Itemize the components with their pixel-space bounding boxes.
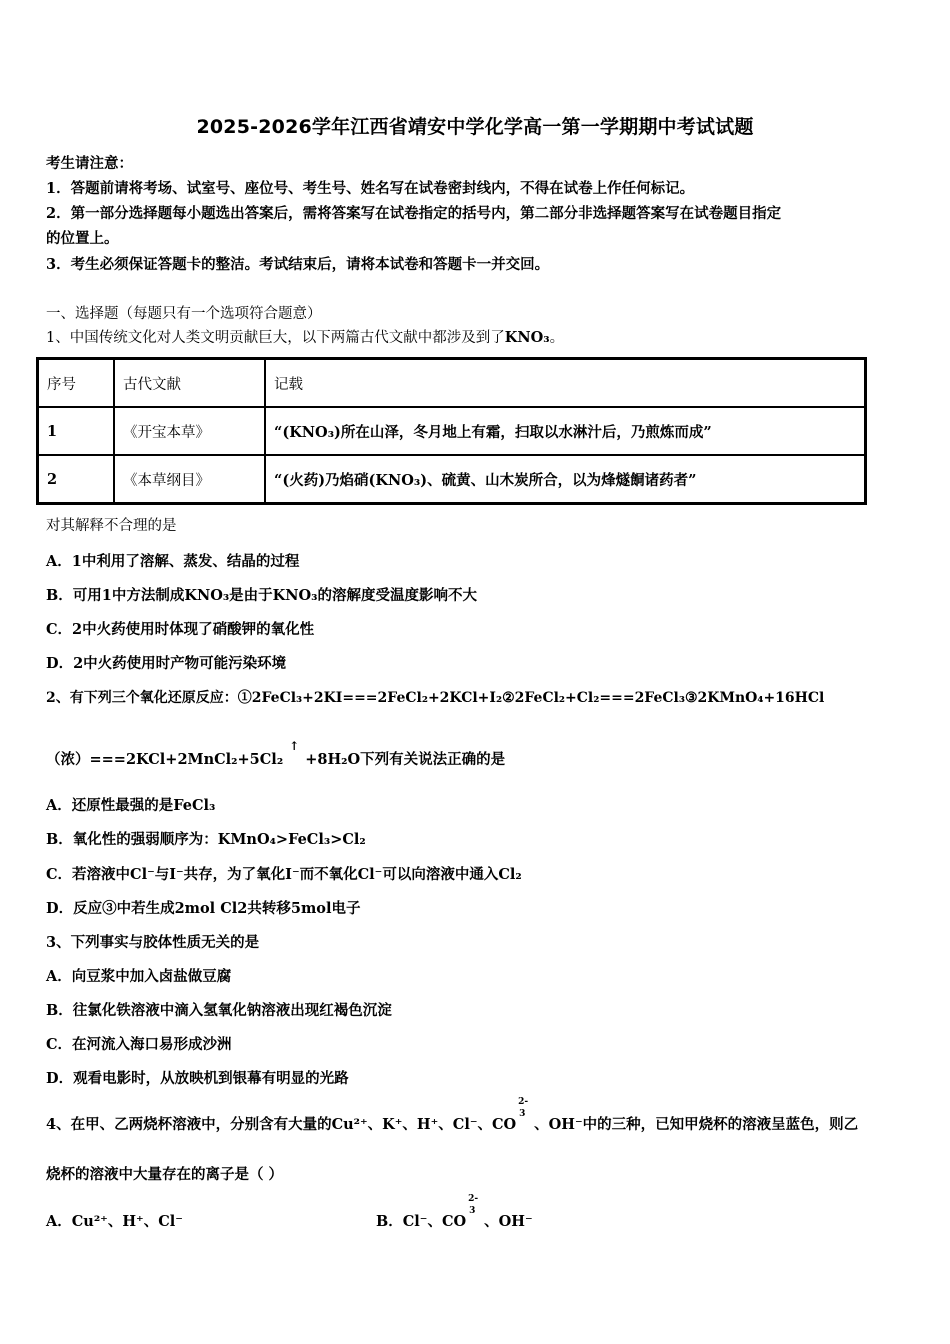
table-cell: 《开宝本草》 [114, 407, 265, 455]
table-header-cell: 序号 [38, 359, 115, 408]
question-4-option-b[interactable] [376, 1194, 533, 1231]
question-3-option-b[interactable]: B．往氯化铁溶液中滴入氢氧化钠溶液出现红褐色沉淀 [46, 1002, 392, 1019]
question-1-formula: KNO₃ [504, 329, 550, 346]
question-2-line-2-b: +8H₂O下列有关说法正确的是 [305, 751, 506, 768]
question-1-option-d[interactable]: D．2中火药使用时产物可能污染环境 [46, 655, 287, 672]
carbonate-charge-top: 2- [518, 1097, 529, 1107]
question-2-option-d[interactable]: D．反应③中若生成2mol Cl2共转移5mol电子 [46, 900, 361, 917]
question-4-option-a[interactable]: A．Cu²⁺、H⁺、Cl⁻ [46, 1213, 183, 1230]
table-cell: 1 [38, 407, 115, 455]
carbonate-charge [516, 1097, 534, 1127]
literature-table [36, 357, 867, 505]
question-3-option-c[interactable]: C．在河流入海口易形成沙洲 [46, 1036, 232, 1053]
table-header-cell: 记载 [265, 359, 866, 408]
table-cell: “(火药)乃焰硝(KNO₃)、硫黄、山木炭所合，以为烽燧餇诸药者” [265, 455, 866, 504]
note-item-2: 2．第一部分选择题每小题选出答案后，需将答案写在试卷指定的括号内，第二部分非选择题答案写在试卷题目指定 [46, 205, 782, 222]
question-4-stem-a: 4、在甲、乙两烧杯溶液中，分别含有大量的Cu²⁺、K⁺、H⁺、Cl⁻、CO [46, 1116, 517, 1133]
table-cell: 2 [38, 455, 115, 504]
question-1-option-b[interactable]: B．可用1中方法制成KNO₃是由于KNO₃的溶解度受温度影响不大 [46, 587, 478, 604]
question-3-option-a[interactable]: A．向豆浆中加入卤盐做豆腐 [46, 968, 232, 985]
question-4-stem-line-2: 烧杯的溶液中大量存在的离子是（ ） [46, 1166, 284, 1183]
carbonate-subscript: 3 [519, 1109, 526, 1119]
carbonate-subscript: 3 [469, 1206, 476, 1216]
question-4-stem-b: 、OH⁻中的三种，已知甲烧杯的溶液呈蓝色，则乙 [534, 1116, 859, 1133]
question-2-option-c[interactable]: C．若溶液中Cl⁻与I⁻共存，为了氧化I⁻而不氧化Cl⁻可以向溶液中通入Cl₂ [46, 866, 522, 883]
table-row [38, 455, 866, 504]
question-1-option-a[interactable]: A．1中利用了溶解、蒸发、结晶的过程 [46, 553, 300, 570]
table-cell: 《本草纲目》 [114, 455, 265, 504]
question-1-stem-end: 。 [549, 330, 565, 346]
note-item-3: 3．考生必须保证答题卡的整洁。考试结束后，请将本试卷和答题卡一并交回。 [46, 256, 550, 273]
table-header-row [38, 359, 866, 408]
section-heading: 一、选择题（每题只有一个选项符合题意） [46, 306, 322, 322]
table-row [38, 407, 866, 455]
page-title: 2025-2026学年江西省靖安中学化学高一第一学期期中考试试题 [196, 116, 754, 138]
question-2-line-1: 2、有下列三个氧化还原反应：①2FeCl₃+2KI===2FeCl₂+2KCl+I₂②2FeCl₂+Cl₂===2FeCl₃③2KMnO₄+16HCl [46, 690, 825, 706]
question-2-option-b[interactable]: B．氧化性的强弱顺序为：KMnO₄>FeCl₃>Cl₂ [46, 831, 366, 848]
question-2-line-2 [46, 739, 506, 769]
note-item-1: 1．答题前请将考场、试室号、座位号、考生号、姓名写在试卷密封线内，不得在试卷上作任何标记。 [46, 180, 695, 197]
question-1-stem-text: 1、中国传统文化对人类文明贡献巨大，以下两篇古代文献中都涉及到了 [46, 330, 505, 346]
question-4-option-b-b: 、OH⁻ [484, 1213, 533, 1230]
question-4-option-b-a: B．Cl⁻、CO [376, 1213, 467, 1230]
carbonate-charge [466, 1194, 484, 1224]
notes-heading: 考生请注意： [46, 155, 133, 172]
carbonate-charge-top: 2- [468, 1194, 479, 1204]
question-1-stem [46, 326, 564, 347]
table-header-cell: 古代文献 [114, 359, 265, 408]
question-1-prompt: 对其解释不合理的是 [46, 518, 177, 534]
table-cell: “(KNO₃)所在山泽，冬月地上有霜，扫取以水淋汁后，乃煎炼而成” [265, 407, 866, 455]
note-item-2-cont: 的位置上。 [46, 230, 119, 247]
question-1-option-c[interactable]: C．2中火药使用时体现了硝酸钾的氧化性 [46, 621, 315, 638]
question-2-option-a[interactable]: A．还原性最强的是FeCl₃ [46, 797, 216, 814]
question-3-stem: 3、下列事实与胶体性质无关的是 [46, 934, 260, 951]
gas-arrow-icon: ↑ [289, 739, 300, 753]
question-2-line-2-a: （浓）===2KCl+2MnCl₂+5Cl₂ [46, 751, 284, 768]
question-3-option-d[interactable]: D．观看电影时，从放映机到银幕有明显的光路 [46, 1070, 349, 1087]
question-4-stem [46, 1097, 859, 1134]
